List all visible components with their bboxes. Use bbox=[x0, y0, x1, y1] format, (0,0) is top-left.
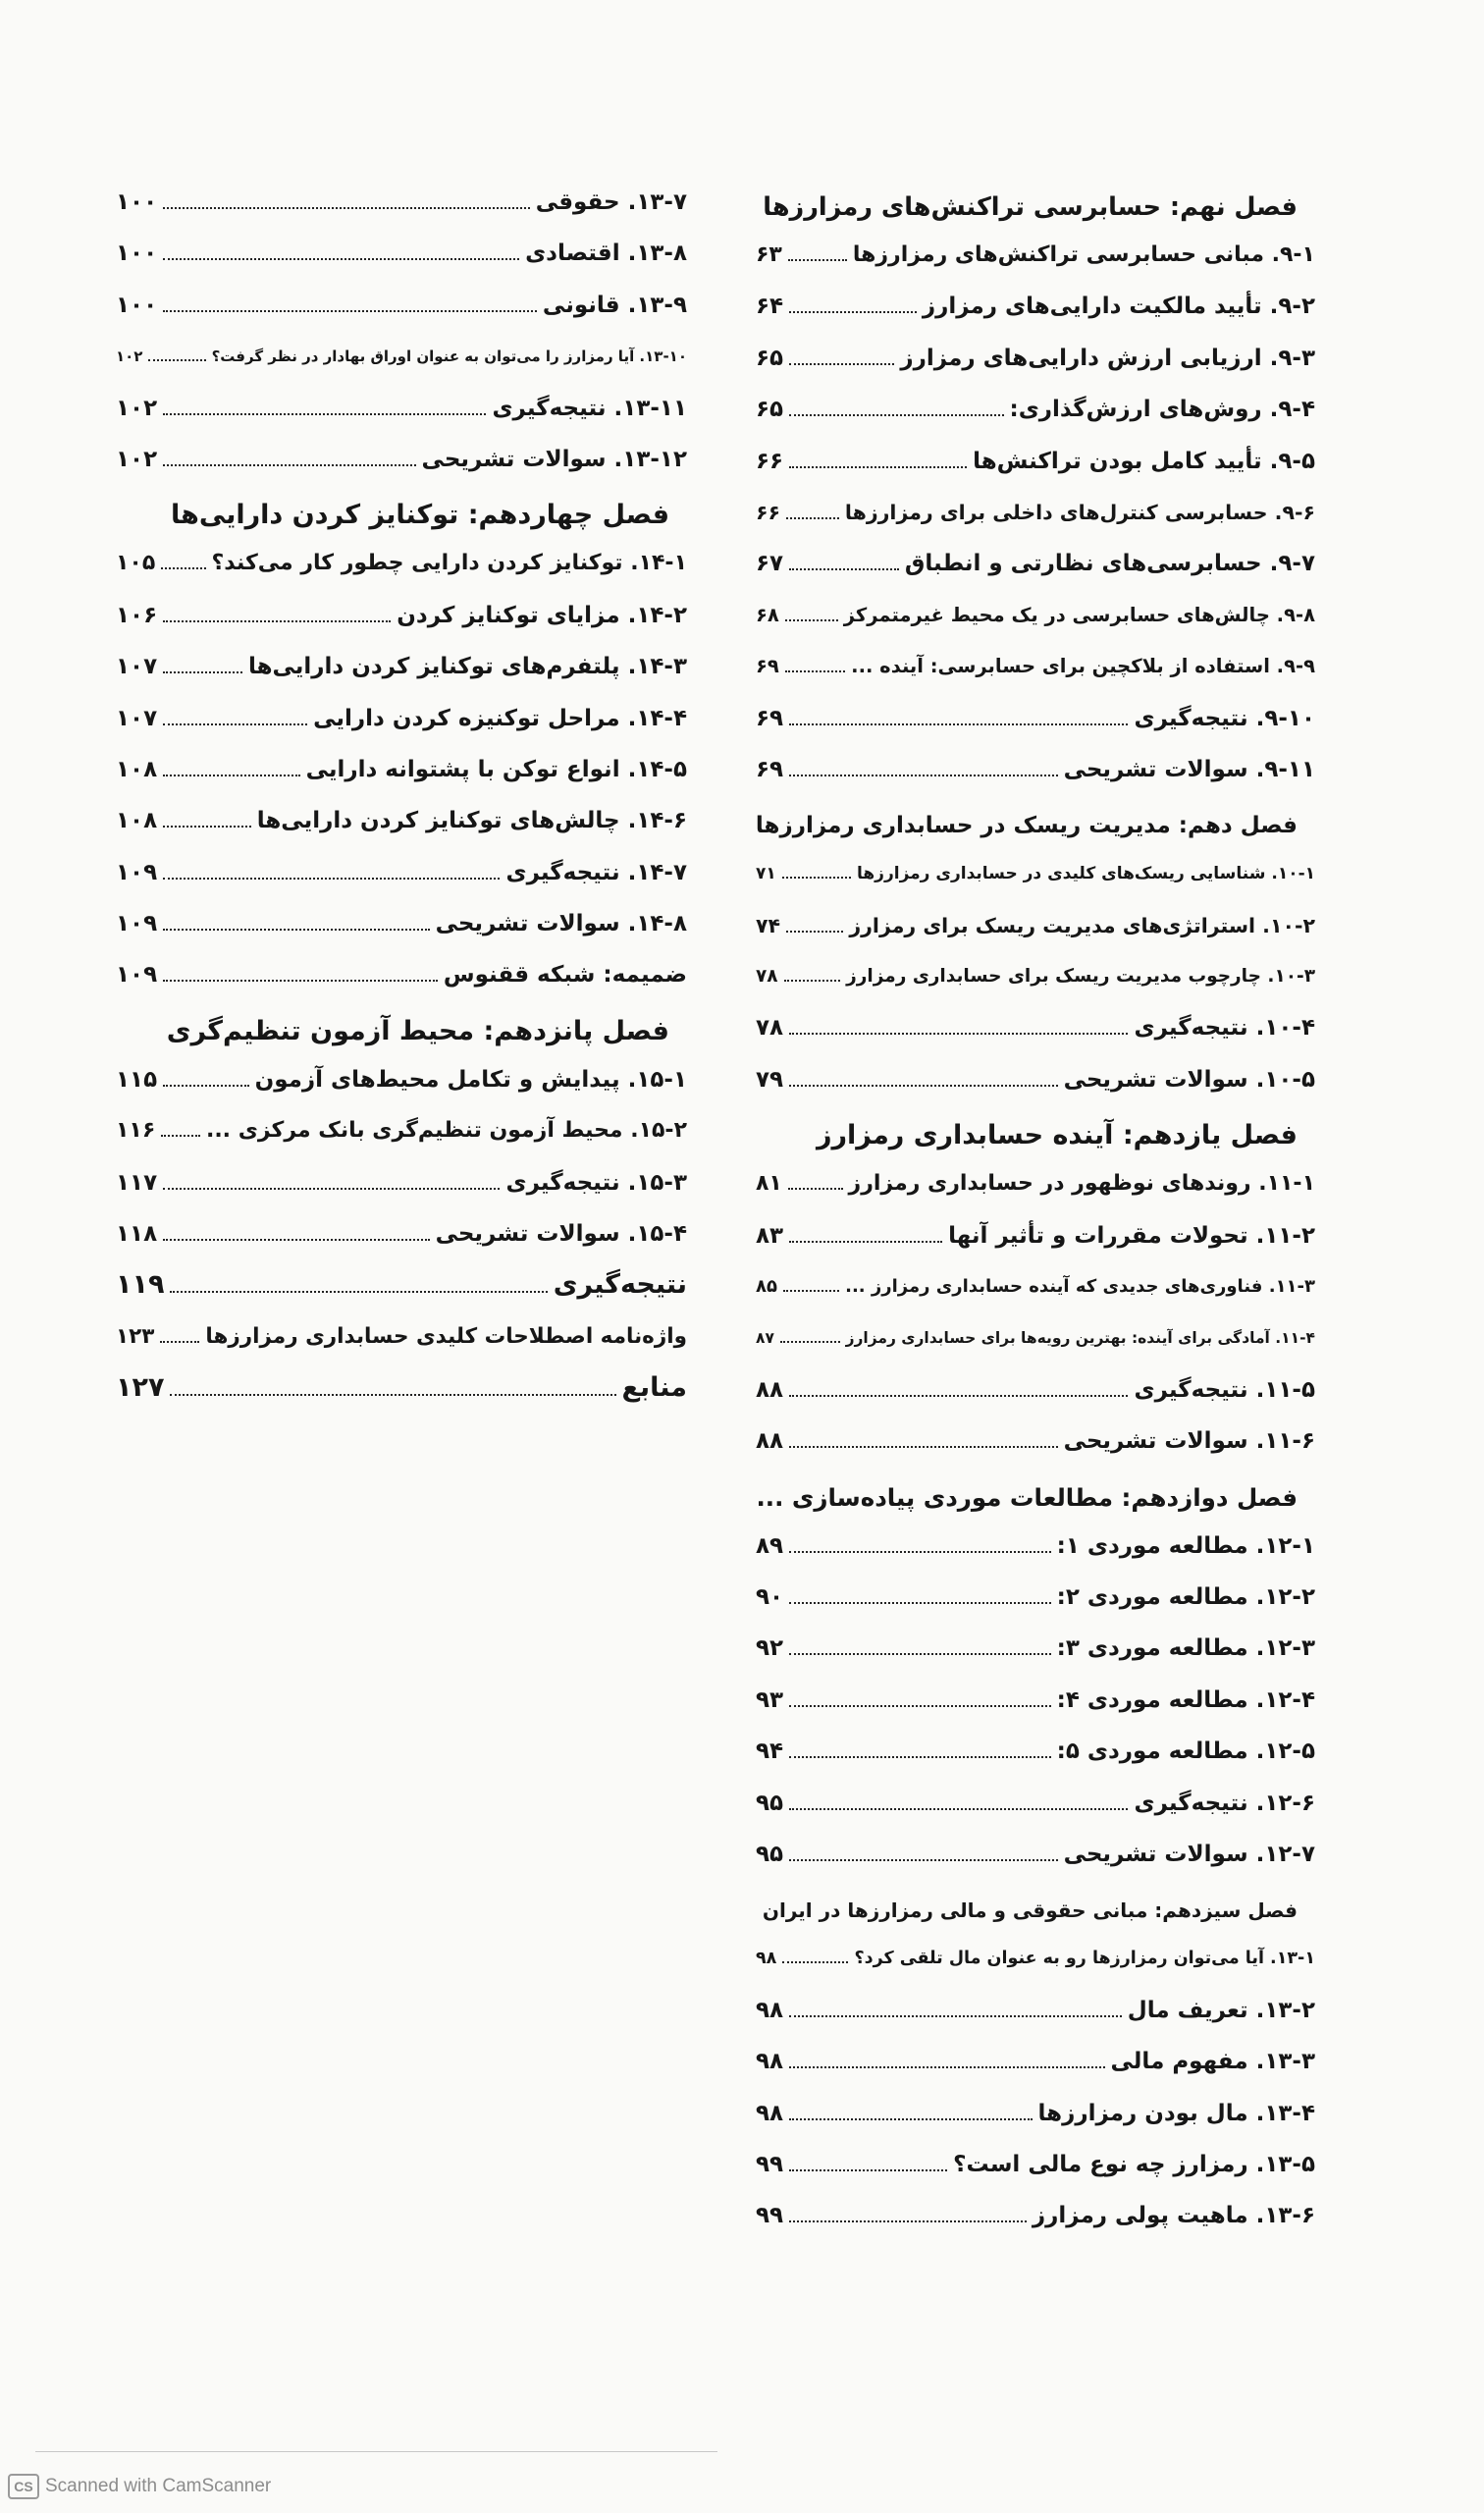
toc-entry[interactable] bbox=[756, 2190, 1315, 2241]
dot-leader bbox=[789, 1395, 1128, 1397]
dot-leader bbox=[789, 1241, 942, 1243]
toc-entry-page: ۱۱۸ bbox=[116, 1221, 158, 1248]
toc-entry[interactable] bbox=[756, 744, 1315, 795]
toc-section-entry[interactable] bbox=[116, 1311, 687, 1363]
toc-entry-title: ۱۵-۳. نتیجه‌گیری bbox=[505, 1169, 687, 1196]
toc-entry-page: ۱۰۹ bbox=[116, 962, 158, 989]
toc-entry-title: ۹-۵. تأیید کامل بودن تراکنش‌ها bbox=[973, 448, 1315, 474]
dot-leader bbox=[163, 310, 537, 312]
toc-entry-title: ۱۳-۱۲. سوالات تشریحی bbox=[421, 446, 687, 472]
toc-entry-page: ۷۹ bbox=[756, 1066, 784, 1093]
toc-entry-title: ۱۳-۱۱. نتیجه‌گیری bbox=[492, 395, 687, 421]
dot-leader bbox=[789, 775, 1058, 776]
dot-leader bbox=[163, 1085, 248, 1087]
dot-leader bbox=[789, 2118, 1032, 2120]
dot-leader bbox=[163, 620, 391, 622]
toc-entry-page: ۶۷ bbox=[756, 551, 784, 577]
toc-entry[interactable] bbox=[756, 281, 1315, 332]
toc-entry-title: ۱۳-۲. تعریف مال bbox=[1127, 1997, 1315, 2023]
toc-entry[interactable] bbox=[756, 487, 1315, 538]
toc-entry[interactable] bbox=[116, 693, 687, 744]
dot-leader bbox=[163, 413, 486, 415]
toc-entry[interactable] bbox=[116, 898, 687, 949]
dot-leader bbox=[163, 207, 530, 209]
toc-entry[interactable] bbox=[756, 1158, 1315, 1209]
chapter-heading: فصل نهم: حسابرسی تراکنش‌های رمزارزها bbox=[763, 192, 1298, 222]
dot-leader bbox=[789, 2015, 1122, 2017]
toc-entry-title: ۹-۱۱. سوالات تشریحی bbox=[1063, 756, 1315, 782]
toc-entry-title: ۱۱-۳. فناوری‌های جدیدی که آینده حسابداری رمزارز ... bbox=[845, 1276, 1315, 1298]
toc-entry-title: ۱۱-۱. روندهای نوظهور در حسابداری رمزارز bbox=[848, 1171, 1315, 1197]
toc-entry-page: ۶۵ bbox=[756, 397, 784, 423]
toc-entry-page: ۱۰۲ bbox=[116, 395, 158, 421]
toc-entry-title: ۱۲-۲. مطالعه موردی ۲: bbox=[1056, 1583, 1315, 1610]
toc-entry-title: ۱۳-۶. ماهیت پولی رمزارز bbox=[1032, 2203, 1315, 2229]
dot-leader bbox=[789, 414, 1003, 416]
toc-entry-title: ۱۴-۸. سوالات تشریحی bbox=[435, 911, 687, 937]
toc-entry-title: ۱۵-۴. سوالات تشریحی bbox=[435, 1221, 687, 1248]
toc-entry-page: ۷۸ bbox=[756, 1015, 784, 1042]
toc-entry[interactable] bbox=[756, 1416, 1315, 1467]
toc-entry[interactable] bbox=[756, 2088, 1315, 2139]
toc-entry-title: ۱۲-۳. مطالعه موردی ۳: bbox=[1056, 1635, 1315, 1662]
toc-entry-page: ۱۰۷ bbox=[116, 705, 158, 731]
toc-entry[interactable] bbox=[756, 1002, 1315, 1053]
toc-entry-title: ۱۱-۲. تحولات مقررات و تأثیر آنها bbox=[948, 1222, 1315, 1249]
toc-entry-title: ۱۳-۱. آیا می‌توان رمزارزها رو به عنوان مال تلقی کرد؟ bbox=[854, 1949, 1315, 1969]
toc-entry-page: ۸۸ bbox=[756, 1428, 784, 1455]
dot-leader bbox=[170, 1394, 615, 1396]
toc-entry-page: ۶۳ bbox=[756, 242, 782, 267]
toc-entry-page: ۸۱ bbox=[756, 1171, 782, 1197]
toc-entry[interactable] bbox=[116, 228, 687, 279]
dot-leader bbox=[170, 1291, 547, 1293]
dot-leader bbox=[163, 464, 415, 466]
dot-leader bbox=[789, 723, 1128, 725]
toc-section-entry[interactable] bbox=[116, 1363, 687, 1414]
toc-entry[interactable] bbox=[116, 1054, 687, 1105]
dot-leader bbox=[780, 1341, 840, 1343]
toc-entry-title: نتیجه‌گیری bbox=[553, 1269, 687, 1301]
dot-leader bbox=[789, 1551, 1051, 1553]
toc-entry[interactable] bbox=[756, 951, 1315, 1002]
toc-entry-page: ۷۴ bbox=[756, 913, 781, 937]
toc-entry[interactable] bbox=[756, 384, 1315, 435]
toc-entry[interactable] bbox=[756, 1675, 1315, 1726]
dot-leader bbox=[161, 1135, 200, 1137]
toc-entry[interactable] bbox=[756, 1054, 1315, 1105]
toc-entry-page: ۸۵ bbox=[756, 1276, 777, 1298]
toc-entry[interactable] bbox=[756, 1623, 1315, 1674]
toc-entry[interactable] bbox=[756, 1933, 1315, 1984]
toc-entry[interactable] bbox=[756, 1364, 1315, 1416]
dot-leader bbox=[789, 1705, 1051, 1707]
chapter-heading: فصل دهم: مدیریت ریسک در حسابداری رمزارزها bbox=[755, 813, 1298, 839]
toc-entry[interactable] bbox=[756, 230, 1315, 281]
toc-entry[interactable] bbox=[116, 383, 687, 434]
toc-entry[interactable] bbox=[116, 434, 687, 485]
toc-entry-page: ۱۰۷ bbox=[116, 654, 158, 680]
toc-entry[interactable] bbox=[756, 1726, 1315, 1777]
toc-entry[interactable] bbox=[756, 538, 1315, 589]
toc-entry-page: ۶۹ bbox=[756, 756, 784, 782]
toc-entry[interactable] bbox=[756, 2036, 1315, 2087]
toc-entry-title: ۱۲-۴. مطالعه موردی ۴: bbox=[1056, 1686, 1315, 1713]
dot-leader bbox=[789, 311, 917, 313]
toc-entry-title: ۱۳-۸. اقتصادی bbox=[525, 241, 687, 267]
toc-entry[interactable] bbox=[756, 1829, 1315, 1880]
toc-section-entry[interactable] bbox=[116, 1259, 687, 1310]
toc-entry[interactable] bbox=[756, 641, 1315, 692]
toc-entry-page: ۹۳ bbox=[756, 1686, 784, 1713]
toc-entry-title: ۱۱-۴. آمادگی برای آینده: بهترین رویه‌ها برای حسابداری رمزارز bbox=[845, 1329, 1315, 1348]
toc-entry-page: ۶۶ bbox=[756, 500, 781, 524]
toc-entry-title: ۱۳-۹. قانونی bbox=[542, 292, 687, 318]
dot-leader bbox=[789, 2220, 1027, 2222]
dot-leader bbox=[163, 826, 251, 828]
toc-entry-page: ۸۹ bbox=[756, 1532, 784, 1559]
dot-leader bbox=[789, 568, 899, 570]
toc-right-column bbox=[756, 177, 1315, 2242]
dot-leader bbox=[785, 619, 838, 621]
toc-entry-title: ۱۵-۲. محیط آزمون تنظیم‌گری بانک مرکزی ... bbox=[205, 1118, 687, 1144]
toc-entry-page: ۹۸ bbox=[756, 1949, 777, 1969]
toc-entry-title: ۹-۶. حسابرسی کنترل‌های داخلی برای رمزارزها bbox=[844, 500, 1315, 524]
toc-entry-title: ۱۰-۴. نتیجه‌گیری bbox=[1134, 1015, 1315, 1042]
toc-entry[interactable] bbox=[756, 1261, 1315, 1312]
toc-entry-page: ۱۱۶ bbox=[116, 1118, 156, 1144]
dot-leader bbox=[789, 2066, 1104, 2068]
dot-leader bbox=[788, 259, 847, 261]
scanner-watermark bbox=[8, 2472, 271, 2501]
toc-entry-page: ۸۸ bbox=[756, 1376, 784, 1403]
dot-leader bbox=[785, 670, 845, 672]
toc-entry-page: ۶۸ bbox=[756, 603, 779, 626]
toc-entry[interactable] bbox=[116, 744, 687, 795]
toc-entry[interactable] bbox=[756, 2139, 1315, 2190]
scanner-text: Scanned with CamScanner bbox=[45, 2476, 272, 2496]
dot-leader bbox=[789, 1033, 1128, 1035]
toc-entry-title: ۱۰-۱. شناسایی ریسک‌های کلیدی در حسابداری رمزارزها bbox=[857, 864, 1315, 884]
toc-entry-page: ۹۰ bbox=[756, 1583, 784, 1610]
toc-entry-page: ۹۵ bbox=[756, 1841, 784, 1867]
toc-entry[interactable] bbox=[756, 848, 1315, 899]
dot-leader bbox=[782, 877, 851, 879]
toc-entry[interactable] bbox=[116, 280, 687, 331]
dot-leader bbox=[789, 466, 967, 468]
dot-leader bbox=[163, 723, 307, 725]
toc-entry-title: ضمیمه: شبکه ققنوس bbox=[443, 962, 687, 989]
dot-leader bbox=[789, 1756, 1051, 1758]
toc-entry-title: ۱۲-۷. سوالات تشریحی bbox=[1063, 1841, 1315, 1867]
chapter-heading: فصل سیزدهم: مبانی حقوقی و مالی رمزارزها در ایران bbox=[762, 1898, 1298, 1923]
toc-entry-title: ۱۴-۷. نتیجه‌گیری bbox=[505, 859, 687, 885]
toc-entry-title: ۱۴-۴. مراحل توکنیزه کردن دارایی bbox=[313, 705, 687, 731]
toc-entry-page: ۱۰۰ bbox=[116, 292, 158, 318]
toc-entry-page: ۱۰۸ bbox=[116, 756, 158, 782]
toc-entry[interactable] bbox=[756, 693, 1315, 744]
toc-entry[interactable] bbox=[756, 1778, 1315, 1829]
toc-entry-title: ۱۳-۱۰. آیا رمزارز را می‌توان به عنوان اوراق بهادار در نظر گرفت؟ bbox=[211, 348, 687, 366]
toc-left-column bbox=[116, 177, 687, 1415]
toc-entry-page: ۹۴ bbox=[756, 1738, 784, 1765]
dot-leader bbox=[163, 980, 438, 982]
dot-leader bbox=[163, 671, 242, 673]
chapter-heading: فصل دوازدهم: مطالعات موردی پیاده‌سازی ... bbox=[756, 1482, 1298, 1512]
toc-entry-title: ۱۴-۱. توکنایز کردن دارایی چطور کار می‌کند؟ bbox=[211, 551, 687, 576]
toc-entry[interactable] bbox=[116, 641, 687, 692]
toc-entry[interactable] bbox=[756, 590, 1315, 641]
toc-entry[interactable] bbox=[756, 900, 1315, 951]
toc-entry[interactable] bbox=[116, 1208, 687, 1259]
chapter-heading: فصل پانزدهم: محیط آزمون تنظیم‌گری bbox=[166, 1015, 669, 1046]
dot-leader bbox=[160, 1341, 199, 1343]
toc-entry-title: ۱۵-۱. پیدایش و تکامل محیط‌های آزمون bbox=[254, 1066, 687, 1093]
toc-entry-title: ۱۱-۶. سوالات تشریحی bbox=[1063, 1428, 1315, 1455]
toc-entry-title: واژه‌نامه اصطلاحات کلیدی حسابداری رمزارزها bbox=[205, 1323, 687, 1349]
toc-entry-title: ۹-۱۰. نتیجه‌گیری bbox=[1134, 705, 1315, 731]
toc-entry-title: ۱۱-۵. نتیجه‌گیری bbox=[1134, 1376, 1315, 1403]
toc-entry-title: ۹-۳. ارزیابی ارزش دارایی‌های رمزارز bbox=[900, 345, 1315, 371]
toc-entry-page: ۸۷ bbox=[756, 1329, 774, 1348]
toc-entry-title: منابع bbox=[621, 1372, 687, 1404]
toc-entry[interactable] bbox=[116, 590, 687, 641]
toc-entry[interactable] bbox=[116, 1157, 687, 1208]
footer-divider bbox=[35, 2451, 717, 2452]
toc-entry-title: ۱۲-۱. مطالعه موردی ۱: bbox=[1056, 1532, 1315, 1559]
toc-entry[interactable] bbox=[116, 538, 687, 589]
toc-entry-title: ۹-۷. حسابرسی‌های نظارتی و انطباق bbox=[904, 551, 1315, 577]
dot-leader bbox=[789, 1446, 1058, 1448]
toc-entry-page: ۱۰۸ bbox=[116, 808, 158, 834]
toc-entry-title: ۱۴-۶. چالش‌های توکنایز کردن دارایی‌ها bbox=[256, 808, 687, 834]
dot-leader bbox=[163, 775, 299, 776]
dot-leader bbox=[789, 1859, 1058, 1861]
toc-entry-title: ۱۳-۷. حقوقی bbox=[535, 189, 687, 215]
toc-entry-page: ۶۵ bbox=[756, 345, 784, 371]
toc-entry-title: ۱۳-۴. مال بودن رمزارزها bbox=[1037, 2100, 1315, 2126]
dot-leader bbox=[148, 359, 205, 361]
toc-entry[interactable] bbox=[116, 331, 687, 382]
dot-leader bbox=[163, 258, 519, 260]
toc-entry[interactable] bbox=[756, 1985, 1315, 2036]
toc-entry-title: ۱۴-۲. مزایای توکنایز کردن bbox=[397, 602, 687, 628]
dot-leader bbox=[789, 2169, 947, 2171]
toc-entry-page: ۹۵ bbox=[756, 1790, 784, 1816]
toc-entry[interactable] bbox=[116, 847, 687, 898]
toc-entry-page: ۱۰۶ bbox=[116, 602, 158, 628]
dot-leader bbox=[789, 1808, 1128, 1810]
camscanner-logo-icon: CS bbox=[8, 2474, 39, 2499]
toc-entry-title: ۱۴-۳. پلتفرم‌های توکنایز کردن دارایی‌ها bbox=[247, 654, 687, 680]
toc-entry-page: ۱۰۹ bbox=[116, 859, 158, 885]
toc-entry-title: ۹-۴. روش‌های ارزش‌گذاری: bbox=[1009, 397, 1315, 423]
toc-entry-page: ۶۹ bbox=[756, 655, 779, 678]
toc-entry-page: ۹۸ bbox=[756, 1997, 784, 2023]
toc-entry-page: ۱۱۹ bbox=[116, 1269, 165, 1301]
toc-entry-title: ۱۲-۵. مطالعه موردی ۵: bbox=[1056, 1738, 1315, 1765]
toc-entry-title: ۹-۹. استفاده از بلاکچین برای حسابرسی: آینده ... bbox=[851, 655, 1315, 678]
toc-entry-page: ۱۰۹ bbox=[116, 911, 158, 937]
toc-entry-title: ۱۳-۳. مفهوم مالی bbox=[1110, 2049, 1315, 2075]
chapter-heading: فصل چهاردهم: توکنایز کردن دارایی‌ها bbox=[171, 500, 669, 531]
toc-entry-page: ۹۸ bbox=[756, 2100, 784, 2126]
toc-entry[interactable] bbox=[756, 1312, 1315, 1363]
toc-entry-title: ۱۰-۲. استراتژی‌های مدیریت ریسک برای رمزارز bbox=[849, 913, 1315, 937]
toc-entry-title: ۱۴-۵. انواع توکن با پشتوانه دارایی bbox=[305, 756, 687, 782]
dot-leader bbox=[163, 878, 500, 880]
dot-leader bbox=[789, 363, 894, 365]
toc-entry-title: ۹-۸. چالش‌های حسابرسی در یک محیط غیرمتمرکز bbox=[843, 603, 1315, 626]
toc-entry-page: ۱۰۲ bbox=[116, 446, 158, 472]
toc-entry-page: ۷۱ bbox=[756, 864, 776, 884]
dot-leader bbox=[783, 1290, 839, 1292]
toc-entry-page: ۱۱۷ bbox=[116, 1169, 158, 1196]
toc-entry-title: ۱۲-۶. نتیجه‌گیری bbox=[1134, 1790, 1315, 1816]
toc-entry[interactable] bbox=[756, 1521, 1315, 1572]
toc-entry-page: ۱۰۰ bbox=[116, 189, 158, 215]
dot-leader bbox=[163, 1188, 500, 1190]
toc-entry-title: ۹-۱. مبانی حسابرسی تراکنش‌های رمزارزها bbox=[852, 242, 1315, 267]
toc-entry-page: ۶۶ bbox=[756, 448, 784, 474]
toc-entry-title: ۱۳-۵. رمزارز چه نوع مالی است؟ bbox=[953, 2151, 1315, 2177]
toc-entry-page: ۹۹ bbox=[756, 2151, 784, 2177]
toc-entry-title: ۱۰-۳. چارچوب مدیریت ریسک برای حسابداری رمزارز bbox=[846, 966, 1315, 988]
toc-entry-page: ۱۲۷ bbox=[116, 1372, 165, 1404]
dot-leader bbox=[782, 1961, 848, 1963]
toc-entry-page: ۶۴ bbox=[756, 294, 784, 320]
toc-entry[interactable] bbox=[756, 1572, 1315, 1623]
toc-entry[interactable] bbox=[116, 949, 687, 1000]
toc-entry[interactable] bbox=[756, 1210, 1315, 1261]
dot-leader bbox=[784, 980, 841, 982]
toc-entry-page: ۱۰۵ bbox=[116, 551, 156, 576]
toc-entry-page: ۹۹ bbox=[756, 2203, 784, 2229]
dot-leader bbox=[161, 567, 205, 569]
toc-entry-title: ۱۰-۵. سوالات تشریحی bbox=[1063, 1066, 1315, 1093]
toc-entry-page: ۱۲۳ bbox=[116, 1323, 155, 1349]
toc-entry-title: ۹-۲. تأیید مالکیت دارایی‌های رمزارز bbox=[922, 294, 1315, 320]
chapter-heading: فصل یازدهم: آینده حسابداری رمزارز bbox=[816, 1120, 1298, 1151]
dot-leader bbox=[789, 1602, 1051, 1604]
toc-entry[interactable] bbox=[116, 795, 687, 846]
toc-entry[interactable] bbox=[116, 1105, 687, 1156]
toc-entry-page: ۸۳ bbox=[756, 1222, 784, 1249]
toc-entry[interactable] bbox=[756, 333, 1315, 384]
toc-entry[interactable] bbox=[116, 177, 687, 228]
dot-leader bbox=[788, 1188, 843, 1190]
toc-entry-page: ۹۸ bbox=[756, 2049, 784, 2075]
dot-leader bbox=[786, 931, 843, 933]
dot-leader bbox=[789, 1653, 1051, 1655]
toc-entry-page: ۱۰۲ bbox=[116, 348, 143, 366]
toc-entry-page: ۷۸ bbox=[756, 966, 778, 988]
toc-entry-page: ۱۰۰ bbox=[116, 241, 158, 267]
toc-entry-page: ۹۲ bbox=[756, 1635, 784, 1662]
dot-leader bbox=[163, 1239, 429, 1241]
toc-entry-page: ۱۱۵ bbox=[116, 1066, 158, 1093]
toc-entry[interactable] bbox=[756, 436, 1315, 487]
dot-leader bbox=[786, 517, 839, 519]
toc-entry-page: ۶۹ bbox=[756, 705, 784, 731]
dot-leader bbox=[163, 929, 429, 931]
dot-leader bbox=[789, 1085, 1058, 1087]
